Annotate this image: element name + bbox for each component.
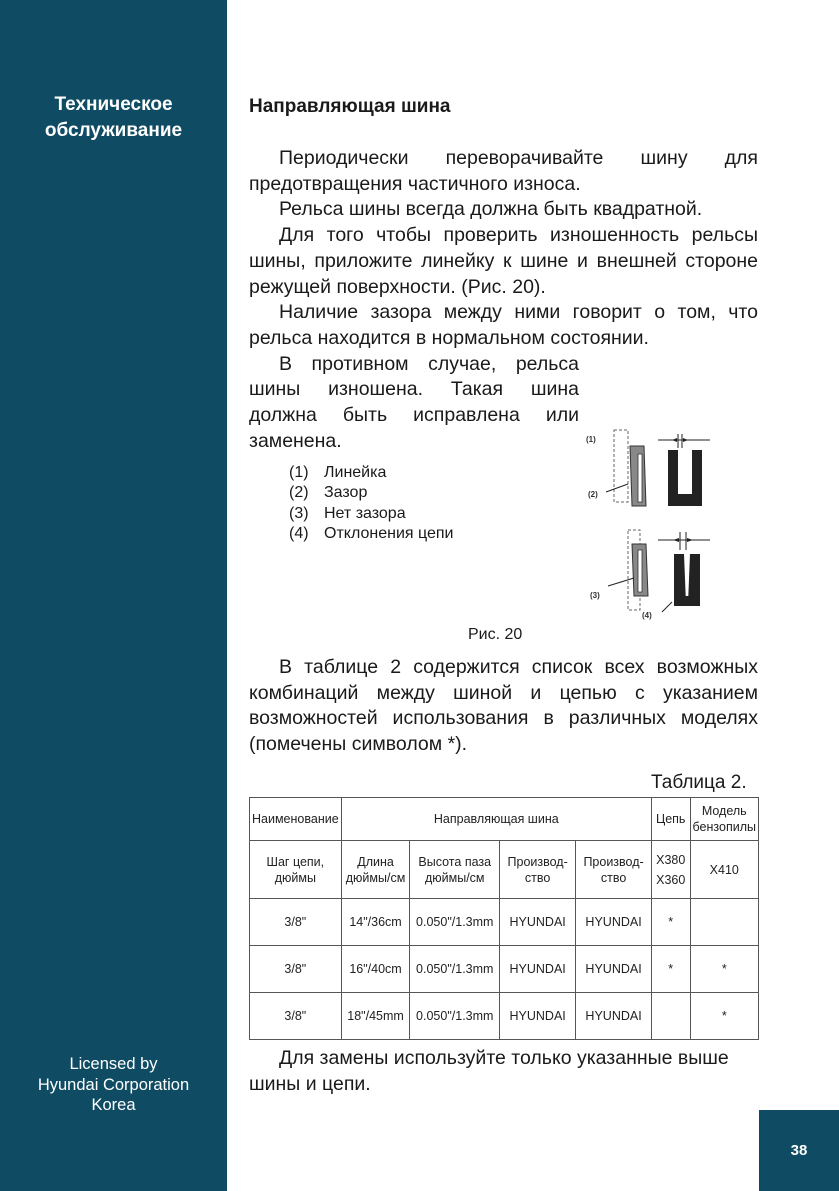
paragraph: В противном случае, рельса шины изношена. Такая шина должна быть исправлена или заменена. <box>249 352 579 452</box>
header-bar-maker: Производ-ство <box>500 841 576 899</box>
model-a-line: X380 <box>656 852 686 867</box>
cell-length: 18"/45mm <box>341 993 410 1040</box>
legend-number: (2) <box>289 484 309 502</box>
cell-chain-maker: HYUNDAI <box>576 946 652 993</box>
cell-model-b: * <box>690 993 758 1040</box>
license-note <box>0 1054 227 1116</box>
bar-rail-diagram <box>582 426 762 626</box>
cell-length: 14"/36cm <box>341 899 410 946</box>
section-title: Направляющая шина <box>249 96 451 117</box>
cell-pitch: 3/8" <box>250 993 342 1040</box>
table-subheader-row <box>250 841 759 899</box>
cell-chain-maker: HYUNDAI <box>576 993 652 1040</box>
paragraph: Периодически переворачивайте шину для предотвращения частичного износа. <box>249 147 758 195</box>
legend-label: Линейка <box>324 464 387 481</box>
legend-item <box>289 463 453 483</box>
header-pitch: Шаг цепи, дюймы <box>250 841 342 899</box>
table-row <box>250 946 759 993</box>
figure-label: (2) <box>588 490 598 499</box>
legend-label: Отклонения цепи <box>324 524 454 542</box>
legend-item <box>289 504 453 524</box>
table-row <box>250 993 759 1040</box>
sidebar <box>0 0 227 1191</box>
cell-model-b <box>690 899 758 946</box>
cell-groove: 0.050"/1.3mm <box>410 946 500 993</box>
header-chain: Цепь <box>651 798 690 841</box>
closing-text <box>249 1046 758 1097</box>
legend-label: Зазор <box>324 484 368 502</box>
cell-model-a: * <box>651 946 690 993</box>
paragraph: Для того чтобы проверить изношенность рельсы шины, приложите линейку к шине и внешней стороне режущей поверхности. (Рис. 20). <box>249 224 758 298</box>
sidebar-section-title <box>0 92 227 144</box>
cell-groove: 0.050"/1.3mm <box>410 993 500 1040</box>
cell-length: 16"/40cm <box>341 946 410 993</box>
cell-groove: 0.050"/1.3mm <box>410 899 500 946</box>
legend-item <box>289 524 453 544</box>
header-groove: Высота паза дюймы/см <box>410 841 500 899</box>
header-bar: Направляющая шина <box>341 798 651 841</box>
body-text <box>249 146 758 454</box>
legend-number: (4) <box>289 524 309 542</box>
paragraph: В таблице 2 содержится список всех возможных комбинаций между шиной и цепью с указанием возможностей использования в различных моделях (помечены символом *). <box>249 656 758 756</box>
sidebar-title-line: Техническое <box>54 94 173 115</box>
paragraph: Для замены используйте только указанные выше шины и цепи. <box>249 1047 729 1095</box>
cell-chain-maker: HYUNDAI <box>576 899 652 946</box>
legend-number: (1) <box>289 464 309 481</box>
header-model: Модель бензопилы <box>690 798 758 841</box>
license-line: Licensed by <box>69 1055 158 1073</box>
bottom-rail-drawing <box>608 530 710 612</box>
cell-model-b: * <box>690 946 758 993</box>
cell-model-a <box>651 993 690 1040</box>
page-number: 38 <box>759 1110 839 1191</box>
table-row <box>250 899 759 946</box>
bar-chain-table <box>249 797 759 1040</box>
legend-label: Нет зазора <box>324 504 406 522</box>
license-line: Hyundai Corporation <box>37 1075 190 1094</box>
header-length: Длина дюймы/см <box>341 841 410 899</box>
cell-bar-maker: HYUNDAI <box>500 993 576 1040</box>
sidebar-title-line: обслуживание <box>44 120 183 141</box>
top-rail-drawing <box>606 430 710 506</box>
cell-model-a: * <box>651 899 690 946</box>
cell-bar-maker: HYUNDAI <box>500 899 576 946</box>
model-a-line: X360 <box>656 872 686 887</box>
header-chain-maker: Производ-ство <box>576 841 652 899</box>
license-line: Korea <box>91 1096 136 1114</box>
legend-item <box>289 483 453 503</box>
figure-label: (1) <box>586 435 596 444</box>
paragraph: Рельса шины всегда должна быть квадратной. <box>279 198 703 221</box>
header-model-b: X410 <box>690 841 758 899</box>
paragraph: Наличие зазора между ними говорит о том, что рельса находится в нормальном состоянии. <box>249 301 758 349</box>
header-name: Наименование <box>250 798 342 841</box>
figure-label: (3) <box>590 591 600 600</box>
cell-bar-maker: HYUNDAI <box>500 946 576 993</box>
cell-pitch: 3/8" <box>250 946 342 993</box>
table-header-row <box>250 798 759 841</box>
figure-label: (4) <box>642 611 652 620</box>
figure-caption: Рис. 20 <box>468 626 523 643</box>
table-intro <box>249 655 758 758</box>
figure-legend <box>289 463 453 544</box>
header-model-a <box>651 841 690 899</box>
cell-pitch: 3/8" <box>250 899 342 946</box>
table-caption: Таблица 2. <box>651 772 747 793</box>
legend-number: (3) <box>289 504 309 522</box>
